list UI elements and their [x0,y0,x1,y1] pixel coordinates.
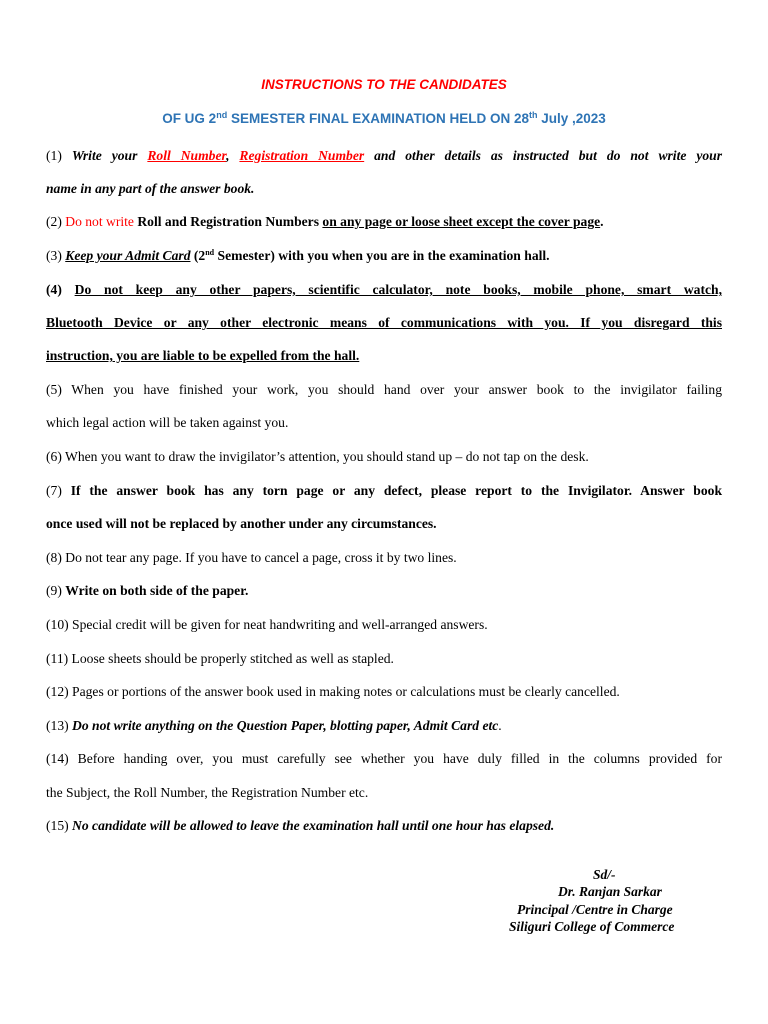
signature-sd: Sd/- [593,867,616,882]
instruction-4-line-3: instruction, you are liable to be expelled from the hall. [46,348,360,363]
instruction-5-line-1: (5) When you have finished your work, you should hand over your answer book to the invigilator failing [46,382,722,397]
instruction-7-line-2: once used will not be replaced by another under any circumstances. [46,516,437,531]
document-subtitle: OF UG 2nd SEMESTER FINAL EXAMINATION HELD ON 28th July ,2023 [162,110,606,126]
instruction-13: (13) Do not write anything on the Question Paper, blotting paper, Admit Card etc. [46,718,502,733]
instruction-1-line-1: (1) Write your Roll Number, Registration Number and other details as instructed but do not write your [46,148,723,163]
instruction-8: (8) Do not tear any page. If you have to cancel a page, cross it by two lines. [46,550,457,565]
instruction-7-line-1: (7) If the answer book has any torn page or any defect, please report to the Invigilator. Answer book [46,483,723,498]
instruction-11: (11) Loose sheets should be properly stitched as well as stapled. [46,651,394,666]
document-title: INSTRUCTIONS TO THE CANDIDATES [261,77,507,92]
signatory-name: Dr. Ranjan Sarkar [558,884,662,899]
instruction-4-line-2: Bluetooth Device or any other electronic means of communications with you. If you disregard this [46,315,722,330]
instruction-1-line-2: name in any part of the answer book. [46,181,255,196]
instruction-9: (9) Write on both side of the paper. [46,583,249,598]
instruction-5-line-2: which legal action will be taken against you. [46,415,289,430]
college-name: Siliguri College of Commerce [509,919,675,934]
instruction-12: (12) Pages or portions of the answer book used in making notes or calculations must be clearly cancelled. [46,684,620,699]
instruction-14-line-2: the Subject, the Roll Number, the Registration Number etc. [46,785,369,800]
instruction-6: (6) When you want to draw the invigilator’s attention, you should stand up – do not tap on the desk. [46,449,589,464]
instruction-10: (10) Special credit will be given for neat handwriting and well-arranged answers. [46,617,488,632]
instruction-4-line-1: (4) Do not keep any other papers, scientific calculator, note books, mobile phone, smart watch, [46,282,722,297]
instruction-3: (3) Keep your Admit Card (2nd Semester) with you when you are in the examination hall. [46,248,550,263]
instruction-2: (2) Do not write Roll and Registration Numbers on any page or loose sheet except the cover page. [46,214,604,229]
instruction-14-line-1: (14) Before handing over, you must carefully see whether you have duly filled in the columns provided for [46,751,722,766]
signatory-designation: Principal /Centre in Charge [517,902,673,917]
instruction-15: (15) No candidate will be allowed to leave the examination hall until one hour has elapsed. [46,818,555,833]
